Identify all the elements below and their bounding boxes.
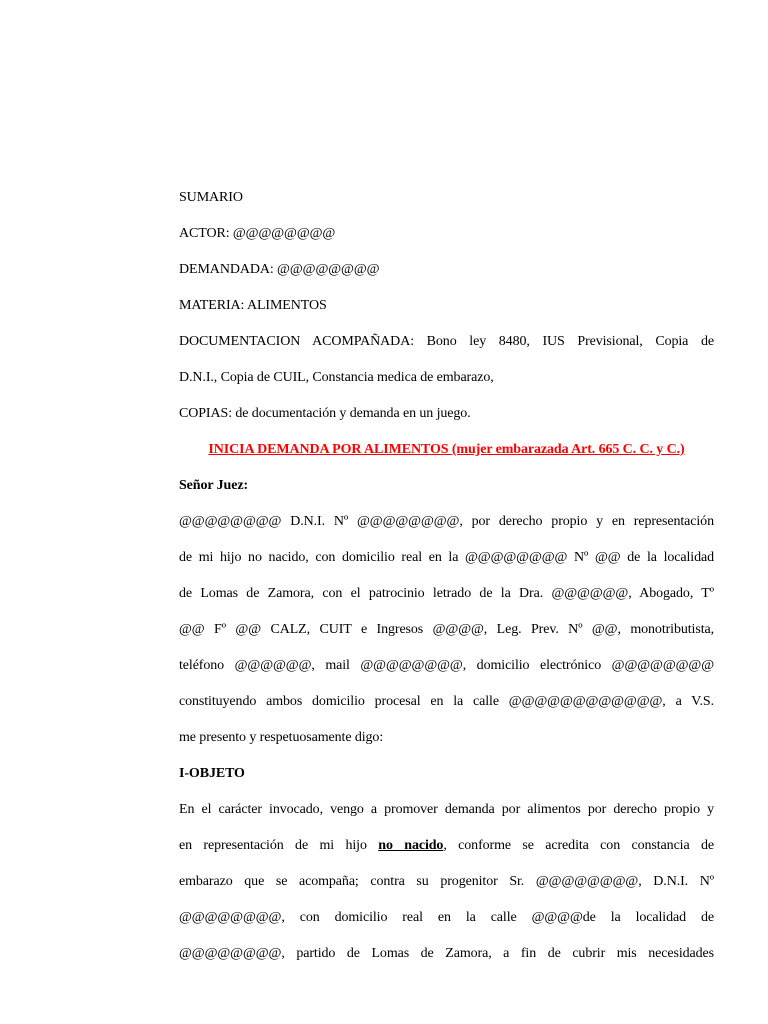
document-page	[179, 180, 714, 972]
objeto-line-2-pre: en representación de mi hijo	[179, 838, 367, 853]
documentacion-line-2: D.N.I., Copia de CUIL, Constancia medica de embarazo,	[179, 370, 494, 385]
demand-heading: INICIA DEMANDA POR ALIMENTOS (mujer embarazada Art. 665 C. C. y C.)	[208, 442, 685, 457]
section-title-objeto: I-OBJETO	[179, 766, 245, 781]
objeto-line-3: embarazo que se acompaña; contra su progenitor Sr. @@@@@@@@, D.N.I. Nº	[179, 874, 714, 889]
objeto-line-2	[179, 828, 714, 864]
objeto-line-4: @@@@@@@@, con domicilio real en la calle @@@@de la localidad de	[179, 910, 714, 925]
demandada-line: DEMANDADA: @@@@@@@@	[179, 262, 380, 277]
intro-line-6: constituyendo ambos domicilio procesal en la calle @@@@@@@@@@@@, a V.S.	[179, 694, 714, 709]
intro-line-5: teléfono @@@@@@, mail @@@@@@@@, domicilio electrónico @@@@@@@@	[179, 658, 714, 673]
documentacion-line-1: DOCUMENTACION ACOMPAÑADA: Bono ley 8480, IUS Previsional, Copia de	[179, 334, 714, 349]
salutation: Señor Juez:	[179, 478, 249, 493]
sumario-title: SUMARIO	[179, 190, 243, 205]
intro-line-1: @@@@@@@@ D.N.I. Nº @@@@@@@@, por derecho propio y en representación	[179, 514, 714, 529]
no-nacido-emphasis: no nacido	[378, 838, 444, 853]
materia-line: MATERIA: ALIMENTOS	[179, 298, 327, 313]
intro-line-7: me presento y respetuosamente digo:	[179, 730, 384, 745]
objeto-line-1: En el carácter invocado, vengo a promover demanda por alimentos por derecho propio y	[179, 802, 714, 817]
copias-line: COPIAS: de documentación y demanda en un juego.	[179, 406, 471, 421]
intro-line-2: de mi hijo no nacido, con domicilio real en la @@@@@@@@ Nº @@ de la localidad	[179, 550, 714, 565]
objeto-line-2-post: , conforme se acredita con constancia de	[443, 838, 714, 853]
objeto-line-5: @@@@@@@@, partido de Lomas de Zamora, a fin de cubrir mis necesidades	[179, 946, 714, 961]
intro-line-3: de Lomas de Zamora, con el patrocinio letrado de la Dra. @@@@@@, Abogado, Tº	[179, 586, 714, 601]
actor-line: ACTOR: @@@@@@@@	[179, 226, 336, 241]
intro-line-4: @@ Fº @@ CALZ, CUIT e Ingresos @@@@, Leg. Prev. Nº @@, monotributista,	[179, 622, 714, 637]
